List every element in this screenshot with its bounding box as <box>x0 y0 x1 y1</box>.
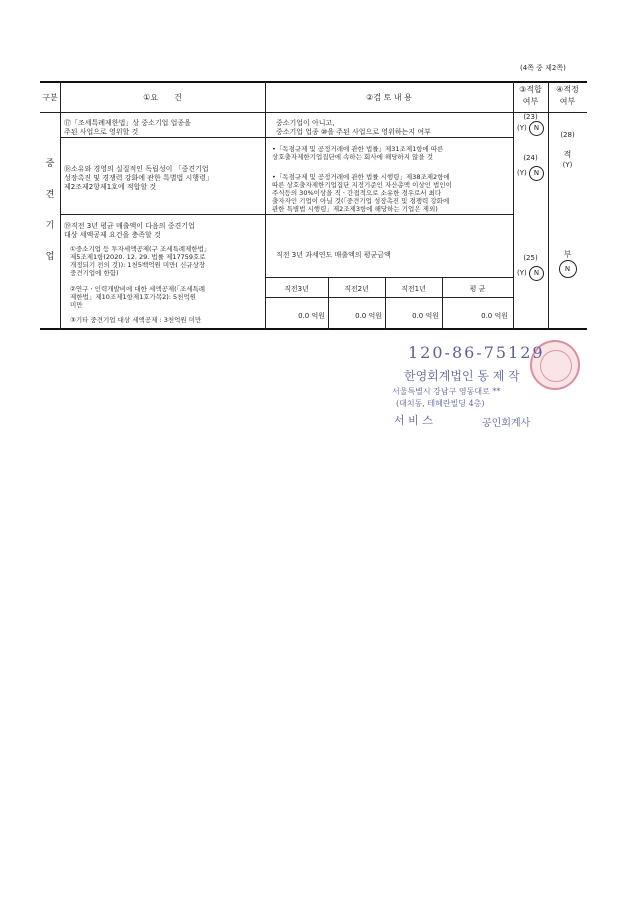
fit-no-circled: N <box>529 121 544 136</box>
header-category: 구분 <box>42 93 58 102</box>
proper-number: (28) <box>560 131 575 139</box>
requirement-19-item-2: ②연구ㆍ인력개발비에 대한 세액공제(「조세특례 제한법」제10조제1항제1호가목2): 5천억원 미만 <box>70 285 206 309</box>
fit-24 <box>513 154 548 181</box>
review-18-part-2: •「독점규제 및 공정거래에 관한 법률 시행령」제38조제2항에 따른 상호출자제한기업집단 지정기준인 자산총액 이상인 법인이 주식등의 30%이상을 직ㆍ간접적으로 소유한 경우로서 최다 출자자인 기업이 아닐 것(「중견기업 성장촉진 및 경쟁력 강화에 관한 특별법 시행령」제2조제3항에 해당하는 기업은 제외) <box>272 173 452 213</box>
fit-number: (25) <box>523 254 538 262</box>
fit-yes: (Y) <box>517 124 527 132</box>
firm-stamp <box>382 340 592 435</box>
review-17: 중소기업이 아니고, 중소기업 업종 ⑩을 주된 사업으로 영위하는지 여부 <box>276 119 431 136</box>
category-char: 기 <box>45 221 55 231</box>
proper-no-circled: N <box>559 260 577 278</box>
sub-value-1y: 0.0 억원 <box>412 312 439 320</box>
category-char: 견 <box>45 190 55 200</box>
proper-lower <box>548 249 587 278</box>
requirement-19-item-3: ③기타 중견기업 대상 세액공제 : 3천억원 미만 <box>70 316 202 324</box>
sub-header-2y: 직전2년 <box>344 285 369 293</box>
sub-value-2y: 0.0 억원 <box>355 312 382 320</box>
proper-upper <box>548 130 587 171</box>
category-char: 업 <box>45 252 55 262</box>
fit-number: (23) <box>523 113 538 121</box>
proper-yes: (Y) <box>562 161 573 169</box>
sub-value-avg: 0.0 억원 <box>481 312 508 320</box>
header-review: ②검 토 내 용 <box>366 93 412 102</box>
fit-number: (24) <box>523 154 538 162</box>
firm-name: 한영회계법인 동 제 작 <box>404 369 520 383</box>
header-proper: ④적정 여부 <box>556 85 579 106</box>
firm-address-2: (대치동, 테헤란빌딩 4층) <box>396 399 485 408</box>
header-requirement: ①요 건 <box>143 93 182 102</box>
fit-23 <box>513 113 548 136</box>
review-18-part-1: •「독점규제 및 공정거래에 관한 법률」제31조제1항에 따른 상호출자제한기업집단에 속하는 회사에 해당하지 않을 것 <box>272 145 444 161</box>
header-fit: ③적합 여부 <box>519 85 542 106</box>
fit-yes: (Y) <box>517 269 527 277</box>
fit-yes: (Y) <box>517 169 527 177</box>
proper-label-no: 부 <box>563 250 572 259</box>
requirement-19-title: ⑲직전 3년 평균 매출액이 다음의 중견기업 대상 세액공제 요건을 충족할 것 <box>64 222 195 239</box>
proper-label-yes: 적 <box>563 150 572 159</box>
sub-value-3y: 0.0 억원 <box>298 312 325 320</box>
stamp-footer-left: 서 비 스 <box>394 414 433 427</box>
requirement-17: ⑰「조세특례제한법」상 중소기업 업종을 주된 사업으로 영위할 것 <box>64 119 191 136</box>
fit-25 <box>513 254 548 281</box>
sub-header-3y: 직전3년 <box>284 285 309 293</box>
requirement-18: ⑱소유와 경영의 실질적인 독립성이 「중견기업 성장촉진 및 경쟁력 강화에 관한 특별법 시행령」 제2조제2항제1호에 적합할 것 <box>64 165 213 191</box>
category-char: 중 <box>45 159 55 169</box>
requirement-19-item-1: ①중소기업 등 투자세액공제(구 조세특례제한법」 제5조제1항(2020. 12. 29. 법률 제17759호로 개정되기 전의 것)): 1천5백억원 미만( 신규상장 중견기업에 한함) <box>70 245 211 277</box>
fit-no-circled: N <box>529 166 544 181</box>
firm-address-1: 서울특별시 강남구 영동대로 ** <box>392 387 501 396</box>
review-19: 직전 3년 과세연도 매출액의 평균금액 <box>276 251 391 259</box>
sub-header-1y: 직전1년 <box>401 285 426 293</box>
stamp-footer-right: 공인회계사 <box>482 418 531 429</box>
fit-no-circled: N <box>529 266 544 281</box>
page-number: (4쪽 중 제2쪽) <box>520 64 566 72</box>
sub-header-avg: 평 균 <box>469 285 486 293</box>
review-form-table <box>40 81 587 330</box>
registration-number: 120-86-75129 <box>408 343 545 362</box>
category-label <box>40 149 60 273</box>
